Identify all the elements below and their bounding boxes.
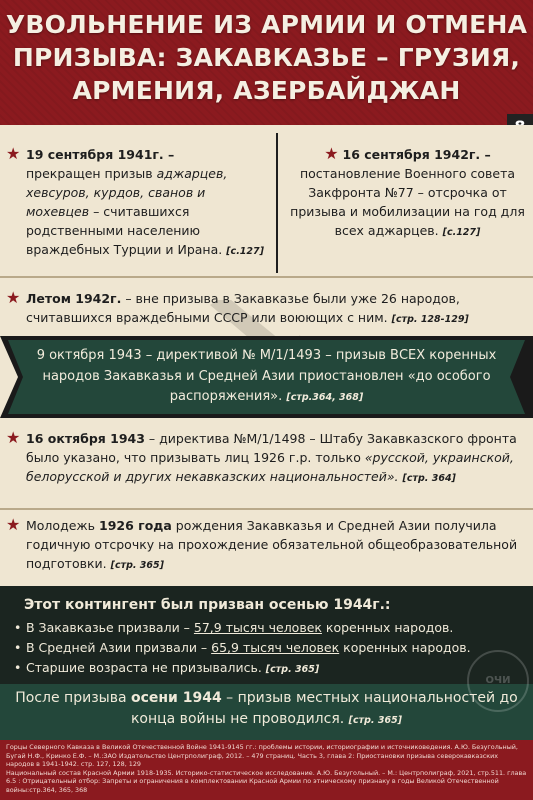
divider	[0, 276, 533, 278]
seal-logo-icon: ОЧИ	[467, 650, 529, 712]
list-item	[14, 638, 519, 658]
footer-sources	[0, 740, 533, 800]
list-item	[14, 618, 519, 638]
item-count: 65,9 тысяч человек	[211, 640, 340, 655]
source-ref: [стр. 365]	[265, 664, 320, 675]
conclusion-text: После призыва	[15, 690, 131, 706]
conclusion-text-2: – призыв местных национальностей до конца войны не проводился.	[130, 690, 518, 727]
event-text: – вне призыва в Закавказье были уже 26 народов, считавшихся враждебными СССР или воюющих с ним.	[26, 291, 460, 325]
item-text-2: коренных народов.	[339, 640, 471, 655]
dash: –	[480, 147, 491, 162]
event-date: 16 сентября 1942г.	[342, 147, 481, 162]
star-icon: ★	[6, 144, 21, 163]
title-line-3: АРМЕНИЯ, АЗЕРБАЙДЖАН	[72, 76, 461, 105]
oct16-block	[0, 427, 533, 507]
banner-text	[30, 346, 503, 409]
event-text: – директива №М/1/1498 – Штабу Закавказского фронта было указано, что призывать лиц 1926 г.р. только	[26, 431, 517, 465]
title-line-2: ПРИЗЫВА: ЗАКАВКАЗЬЕ – ГРУЗИЯ,	[12, 43, 521, 72]
event-date: Летом 1942г.	[26, 291, 122, 306]
youth-block	[0, 514, 533, 588]
conscription-1944-block	[0, 586, 533, 684]
source-ref: [с.127]	[442, 227, 481, 238]
source-ref: [стр. 364]	[402, 473, 456, 484]
source-ref: [стр.364, 368]	[286, 392, 364, 403]
left-event-block	[0, 125, 276, 275]
star-icon: ★	[324, 144, 339, 163]
page-title	[0, 8, 533, 107]
event-text-2: рождения Закавказья и Средней Азии получила годичную отсрочку на прохождение обязательной общеобразовательной подготовки.	[26, 518, 518, 571]
source-ref: [с.127]	[226, 246, 264, 257]
item-text-2: коренных народов.	[321, 620, 454, 635]
list-item	[14, 658, 519, 680]
conscription-list	[14, 618, 519, 680]
conclusion-block	[0, 684, 533, 740]
event-text: постановление Военного совета Закфронта №77 – отсрочка от призыва и мобилизации на год для всех аджарцев.	[290, 166, 525, 238]
top-row	[0, 125, 533, 275]
directive-banner	[0, 336, 533, 418]
item-text: В Средней Азии призвали –	[26, 640, 212, 655]
header-banner	[0, 0, 533, 125]
event-peoples: аджарцев, хевсуров, курдов, сванов и мохевцев	[26, 166, 228, 219]
event-quote: «русской, украинской, белорусской и других некавказских национальностей».	[26, 450, 514, 484]
vertical-divider	[276, 133, 278, 273]
source-ref: [стр. 128-129]	[391, 314, 469, 325]
summer-1942-block	[0, 283, 533, 331]
event-date: 16 октября 1943	[26, 431, 145, 446]
star-icon: ★	[6, 288, 21, 307]
dash: –	[163, 147, 175, 162]
right-event-block	[282, 125, 533, 275]
star-icon: ★	[6, 428, 21, 447]
block-title: Этот контингент был призван осенью 1944г.:	[24, 597, 391, 613]
item-text: Старшие возраста не призывались.	[26, 660, 262, 675]
event-text: Молодежь	[26, 518, 100, 533]
source-ref: [стр. 365]	[348, 715, 403, 726]
conclusion-bold: осени 1944	[130, 690, 222, 706]
event-text: прекращен призыв	[26, 166, 157, 181]
source-ref: [стр. 365]	[110, 560, 164, 571]
event-date: 19 сентября 1941г.	[26, 147, 164, 162]
item-text: В Закавказье призвали –	[26, 620, 194, 635]
item-count: 57,9 тысяч человек	[193, 620, 322, 635]
event-year: 1926 года	[99, 518, 172, 533]
divider	[0, 508, 533, 510]
event-text-2: – считавшихся родственными населению враждебных Турции и Ирана.	[26, 204, 223, 257]
footer-source-2: Национальный состав Красной Армии 1918-1935. Историко-статистическое исследование. А.Ю. Безугольный. – М.: Центрполиграф, 2021, стр.511. глава 6.5 : Отрицательный отбор: Запреты и ограничения в комплектовании Красной Армии по этническому признаку в годы Великой Отечественной войны:стр.364, 365, 368	[6, 768, 527, 794]
banner-main: 9 октября 1943 – директивой № М/1/1493 – призыв ВСЕХ коренных народов Закавказья и Средней Азии приостановлен «до особого распоряжения».	[36, 348, 497, 404]
footer-source-1: Горцы Северного Кавказа в Великой Отечественной Войне 1941-9145 гг.: проблемы истории, историографии и источниковедения. А.Ю. Безугольный, Бугай Н.Ф., Кринко Е.Ф. – М.:ЗАО Издательство Центрполиграф, 2012. – 479 страниц. Часть 3, глава 2: Приостановки призыва северокавказских народов в 1941-1942. стр. 127, 128, 129	[6, 743, 518, 769]
star-icon: ★	[6, 515, 21, 534]
title-line-1: УВОЛЬНЕНИЕ ИЗ АРМИИ И ОТМЕНА	[5, 10, 528, 39]
